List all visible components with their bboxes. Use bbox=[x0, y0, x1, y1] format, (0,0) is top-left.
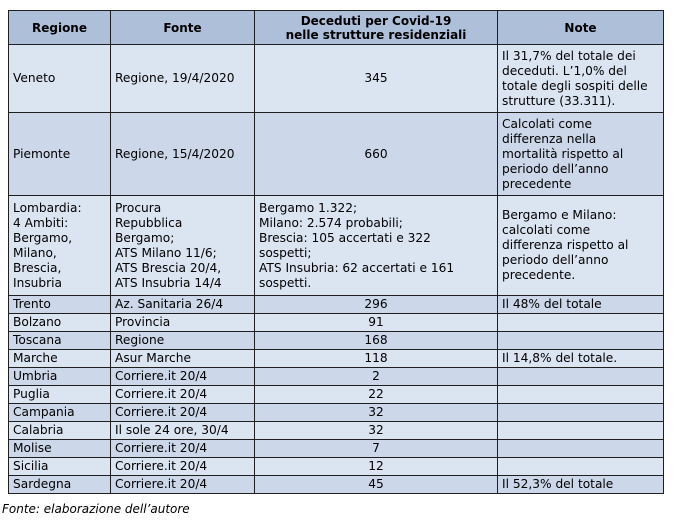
cell-fonte: Regione, 19/4/2020 bbox=[111, 45, 255, 113]
table-row bbox=[9, 296, 664, 314]
table-row bbox=[9, 196, 664, 296]
cell-fonte: Az. Sanitaria 26/4 bbox=[111, 296, 255, 314]
cell-regione: Campania bbox=[9, 404, 111, 422]
cell-fonte: Regione, 15/4/2020 bbox=[111, 113, 255, 196]
table-container bbox=[8, 10, 664, 494]
table-row bbox=[9, 314, 664, 332]
table-row bbox=[9, 440, 664, 458]
cell-regione: Bolzano bbox=[9, 314, 111, 332]
cell-regione: Veneto bbox=[9, 45, 111, 113]
header-fonte: Fonte bbox=[111, 11, 255, 45]
cell-regione: Puglia bbox=[9, 386, 111, 404]
cell-fonte: Asur Marche bbox=[111, 350, 255, 368]
cell-fonte: Corriere.it 20/4 bbox=[111, 458, 255, 476]
cell-note: Calcolati come differenza nella mortalità rispetto al periodo dell’anno precedente bbox=[498, 113, 664, 196]
header-regione: Regione bbox=[9, 11, 111, 45]
cell-note bbox=[498, 386, 664, 404]
cell-note bbox=[498, 440, 664, 458]
cell-deceduti: 2 bbox=[255, 368, 498, 386]
table-row bbox=[9, 332, 664, 350]
cell-note: Bergamo e Milano: calcolati come differenza rispetto al periodo dell’anno precedente. bbox=[498, 196, 664, 296]
cell-fonte: Corriere.it 20/4 bbox=[111, 440, 255, 458]
cell-regione: Marche bbox=[9, 350, 111, 368]
header-note: Note bbox=[498, 11, 664, 45]
table-row bbox=[9, 404, 664, 422]
cell-deceduti: 12 bbox=[255, 458, 498, 476]
cell-note bbox=[498, 422, 664, 440]
cell-regione: Molise bbox=[9, 440, 111, 458]
cell-regione: Umbria bbox=[9, 368, 111, 386]
table-row bbox=[9, 368, 664, 386]
cell-note bbox=[498, 332, 664, 350]
cell-note bbox=[498, 404, 664, 422]
cell-fonte: Corriere.it 20/4 bbox=[111, 404, 255, 422]
cell-deceduti: 345 bbox=[255, 45, 498, 113]
header-deceduti-line1: Deceduti per Covid-19 bbox=[300, 13, 452, 28]
header-row bbox=[9, 11, 664, 45]
cell-note: Il 31,7% del totale dei deceduti. L’1,0% del totale degli sospiti delle strutture (33.311). bbox=[498, 45, 664, 113]
cell-regione: Sardegna bbox=[9, 476, 111, 494]
cell-fonte: Corriere.it 20/4 bbox=[111, 368, 255, 386]
cell-regione: Lombardia: 4 Ambiti: Bergamo, Milano, Brescia, Insubria bbox=[9, 196, 111, 296]
cell-note bbox=[498, 368, 664, 386]
table-row bbox=[9, 422, 664, 440]
table-row bbox=[9, 113, 664, 196]
cell-deceduti: 22 bbox=[255, 386, 498, 404]
cell-regione: Sicilia bbox=[9, 458, 111, 476]
cell-note: Il 52,3% del totale bbox=[498, 476, 664, 494]
cell-deceduti: 91 bbox=[255, 314, 498, 332]
table-row bbox=[9, 458, 664, 476]
cell-regione: Piemonte bbox=[9, 113, 111, 196]
cell-note: Il 48% del totale bbox=[498, 296, 664, 314]
cell-fonte: Corriere.it 20/4 bbox=[111, 476, 255, 494]
source-footnote: Fonte: elaborazione dell’autore bbox=[2, 502, 190, 516]
cell-note: Il 14,8% del totale. bbox=[498, 350, 664, 368]
cell-deceduti: 296 bbox=[255, 296, 498, 314]
cell-note bbox=[498, 458, 664, 476]
header-deceduti-line2: nelle strutture residenziali bbox=[285, 27, 467, 42]
cell-deceduti: 45 bbox=[255, 476, 498, 494]
table-row bbox=[9, 350, 664, 368]
cell-fonte: Corriere.it 20/4 bbox=[111, 386, 255, 404]
cell-note bbox=[498, 314, 664, 332]
cell-fonte: Il sole 24 ore, 30/4 bbox=[111, 422, 255, 440]
cell-deceduti: 168 bbox=[255, 332, 498, 350]
cell-fonte: Procura Repubblica Bergamo; ATS Milano 11/6; ATS Brescia 20/4, ATS Insubria 14/4 bbox=[111, 196, 255, 296]
cell-regione: Toscana bbox=[9, 332, 111, 350]
table-row bbox=[9, 476, 664, 494]
cell-deceduti: 118 bbox=[255, 350, 498, 368]
cell-regione: Calabria bbox=[9, 422, 111, 440]
cell-deceduti: Bergamo 1.322; Milano: 2.574 probabili; Brescia: 105 accertati e 322 sospetti; ATS Insubria: 62 accertati e 161 sospetti. bbox=[255, 196, 498, 296]
cell-deceduti: 660 bbox=[255, 113, 498, 196]
header-deceduti bbox=[255, 11, 498, 45]
covid-deaths-table bbox=[8, 10, 664, 494]
cell-fonte: Regione bbox=[111, 332, 255, 350]
cell-fonte: Provincia bbox=[111, 314, 255, 332]
table-row bbox=[9, 45, 664, 113]
cell-regione: Trento bbox=[9, 296, 111, 314]
cell-deceduti: 32 bbox=[255, 422, 498, 440]
table-row bbox=[9, 386, 664, 404]
cell-deceduti: 32 bbox=[255, 404, 498, 422]
cell-deceduti: 7 bbox=[255, 440, 498, 458]
